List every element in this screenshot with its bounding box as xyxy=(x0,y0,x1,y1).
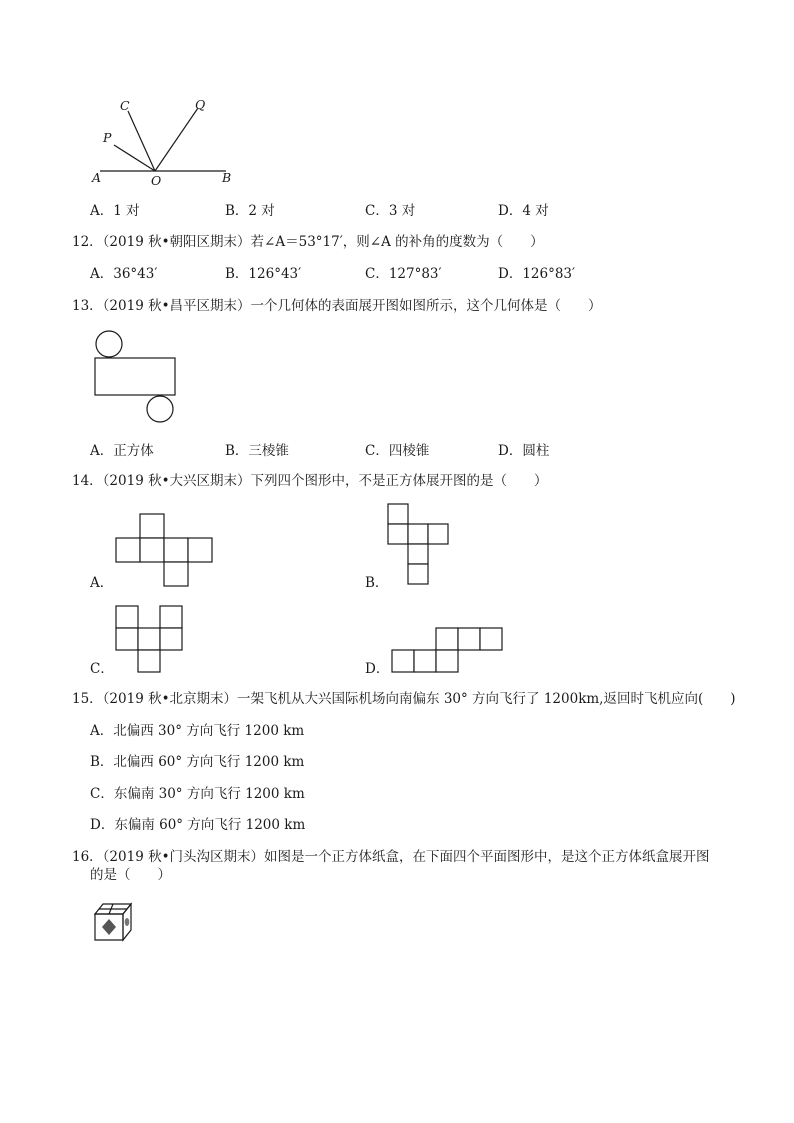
q11-option-c: C．3 对 xyxy=(365,203,416,219)
net-d-cell xyxy=(414,650,436,672)
q14-net-a xyxy=(116,514,214,588)
label-b: B xyxy=(222,170,232,185)
q13-option-d: D．圆柱 xyxy=(498,443,550,459)
net-a-cell xyxy=(140,538,164,562)
net-c-cell xyxy=(160,628,182,650)
q12-option-a: A．36°43′ xyxy=(90,266,158,282)
net-a-cell xyxy=(164,562,188,586)
net-a-cell xyxy=(116,538,140,562)
q14-net-c xyxy=(116,606,186,674)
q11-option-a: A．1 对 xyxy=(90,203,140,219)
q15-option-d: D．东偏南 60° 方向飞行 1200 km xyxy=(90,817,306,833)
q11-angle-figure xyxy=(88,95,248,190)
q14-stem: 14．（2019 秋•大兴区期末）下列四个图形中，不是正方体展开图的是（ ） xyxy=(72,473,548,489)
net-b-cell xyxy=(408,544,428,564)
q14-option-b-label: B． xyxy=(365,575,389,591)
q12-stem: 12．（2019 秋•朝阳区期末）若∠A＝53°17′，则∠A 的补角的度数为（ ） xyxy=(72,234,544,250)
net-c-cell xyxy=(116,628,138,650)
right-face-mark xyxy=(125,918,130,926)
net-b-cell xyxy=(388,524,408,544)
q13-option-b: B．三棱锥 xyxy=(225,443,289,459)
net-d-cell xyxy=(436,628,458,650)
net-d-cell xyxy=(392,650,414,672)
label-o: O xyxy=(151,173,162,188)
label-a: A xyxy=(92,170,102,185)
label-c: C xyxy=(120,98,130,113)
net-a-cell xyxy=(164,538,188,562)
q14-option-c-label: C． xyxy=(90,661,114,677)
q11-option-d: D．4 对 xyxy=(498,203,549,219)
q15-option-a: A．北偏西 30° 方向飞行 1200 km xyxy=(90,723,305,739)
q14-net-d xyxy=(390,628,506,674)
net-c-cell xyxy=(138,628,160,650)
net-a-cell xyxy=(188,538,212,562)
net-c-cell xyxy=(138,650,160,672)
q13-stem: 13．（2019 秋•昌平区期末）一个几何体的表面展开图如图所示，这个几何体是（ ） xyxy=(72,298,602,314)
net-d-cell xyxy=(436,650,458,672)
net-b-cell xyxy=(408,564,428,584)
net-a-cell xyxy=(140,514,164,538)
q16-stem-line1: 16．（2019 秋•门头沟区期末）如图是一个正方体纸盒，在下面四个平面图形中，是这个正方体纸盒展开图 xyxy=(72,849,710,865)
net-b-cell xyxy=(408,524,428,544)
label-q: Q xyxy=(195,97,206,112)
net-top-circle xyxy=(96,331,122,357)
q14-net-b xyxy=(388,504,450,586)
q13-option-a: A．正方体 xyxy=(90,443,154,459)
q12-option-b: B．126°43′ xyxy=(225,266,302,282)
q15-option-b: B．北偏西 60° 方向飞行 1200 km xyxy=(90,754,305,770)
q14-option-a-label: A． xyxy=(90,575,114,591)
q16-stem-line2: 的是（ ） xyxy=(90,867,171,883)
q15-stem: 15．（2019 秋•北京期末）一架飞机从大兴国际机场向南偏东 30° 方向飞行了 1200km,返回时飞机应向( ) xyxy=(72,691,736,707)
q13-option-c: C．四棱锥 xyxy=(365,443,430,459)
net-rectangle xyxy=(95,358,175,395)
q11-option-b: B．2 对 xyxy=(225,203,275,219)
q12-option-d: D．126°83′ xyxy=(498,266,576,282)
net-d-cell xyxy=(458,628,480,650)
ray-oq xyxy=(155,108,198,171)
net-b-cell xyxy=(388,504,408,524)
net-d-cell xyxy=(480,628,502,650)
q13-net-figure xyxy=(90,328,180,424)
diamond-icon xyxy=(102,919,116,935)
q12-option-c: C．127°83′ xyxy=(365,266,442,282)
q16-cube-box-figure xyxy=(92,900,136,944)
q15-option-c: C．东偏南 30° 方向飞行 1200 km xyxy=(90,786,305,802)
net-b-cell xyxy=(428,524,448,544)
label-p: P xyxy=(103,130,112,145)
net-bottom-circle xyxy=(147,396,173,422)
net-c-cell xyxy=(116,606,138,628)
net-c-cell xyxy=(160,606,182,628)
q14-option-d-label: D． xyxy=(365,661,390,677)
